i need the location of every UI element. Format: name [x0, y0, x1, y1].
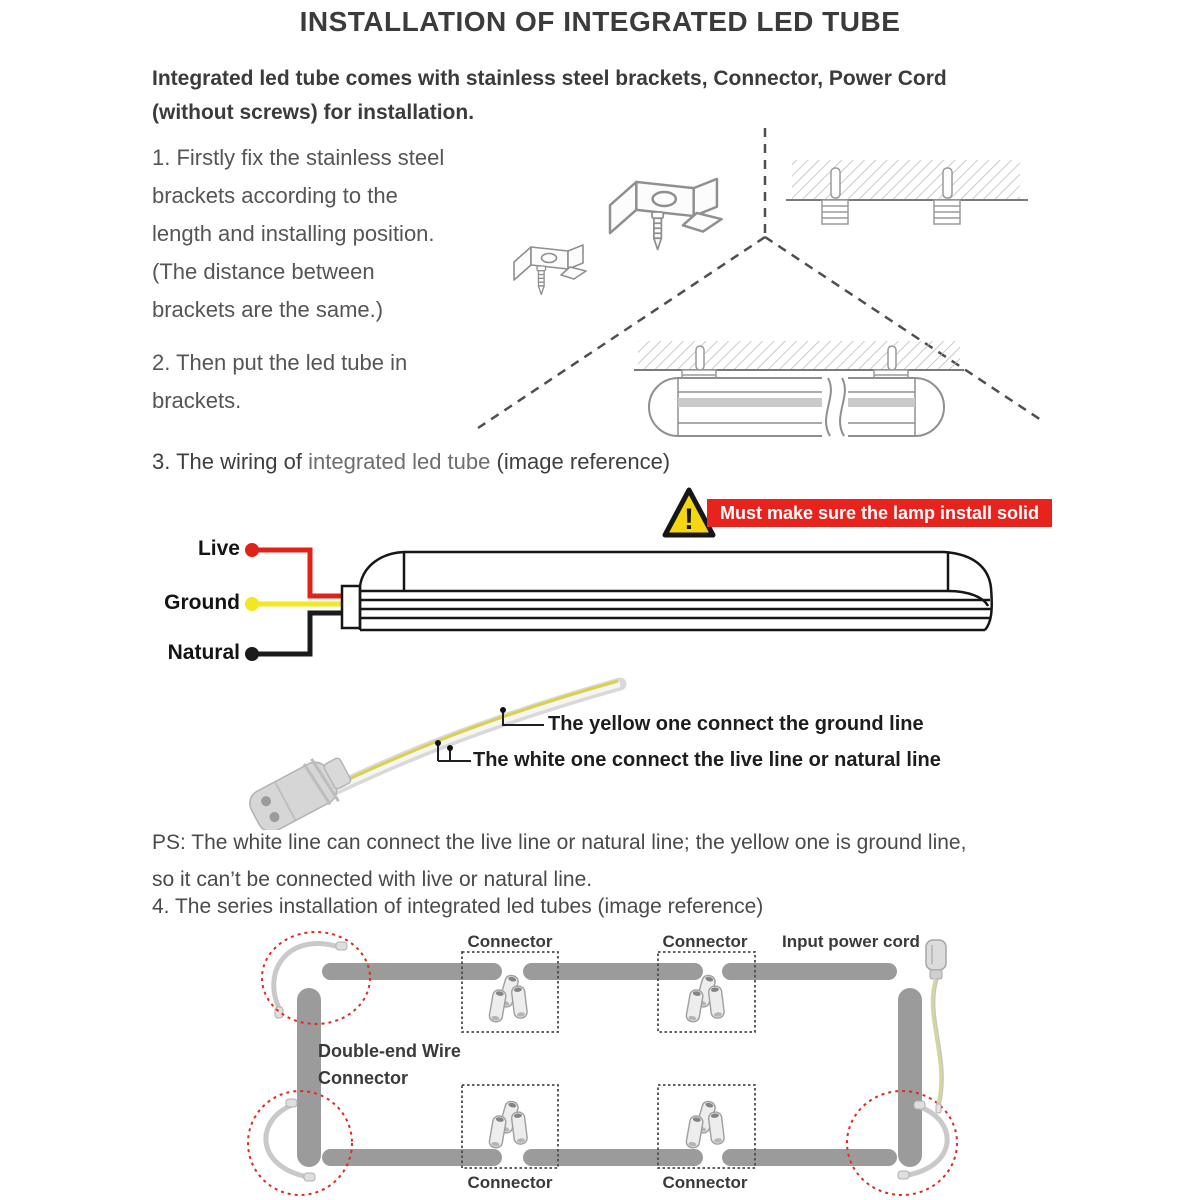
intro-line-1: Integrated led tube comes with stainless steel brackets, Connector, Power Cord: [152, 67, 947, 90]
connector-pins: [488, 1100, 527, 1149]
white-wire-note: The white one connect the live line or natural line: [473, 749, 941, 771]
step-2-line: brackets.: [152, 388, 242, 413]
step-1-line: brackets according to the: [152, 183, 398, 208]
ceiling-section-step1: [786, 160, 1028, 224]
wire-label-natural: Natural: [167, 641, 240, 664]
c7-plug: [244, 747, 358, 830]
bracket-clip-small: [514, 245, 586, 280]
step-1-text: [152, 139, 444, 329]
brackets-installation-illustration: [440, 120, 1080, 445]
step-3-prefix: 3. The wiring of: [152, 449, 309, 474]
yellow-wire-note: The yellow one connect the ground line: [548, 713, 924, 735]
ps-text: [152, 824, 966, 898]
warning-banner: Must make sure the lamp install solid: [707, 499, 1052, 527]
intro-line-2: (without screws) for installation.: [152, 101, 475, 124]
step-3-suffix: (image reference): [490, 449, 671, 474]
input-power-cord-label: Input power cord: [782, 932, 920, 951]
connector-label-bottom-2: Connector: [662, 1173, 748, 1192]
step-2-line: 2. Then put the led tube in: [152, 350, 408, 375]
double-end-wire-label: [318, 1038, 461, 1092]
connector-pins: [488, 974, 527, 1023]
step-1-line: (The distance between: [152, 259, 375, 284]
connector-label-top-1: Connector: [467, 932, 553, 951]
connector-label-top-2: Connector: [662, 932, 748, 951]
double-end-line-2: Connector: [318, 1068, 408, 1088]
page-title: INSTALLATION OF INTEGRATED LED TUBE: [299, 6, 901, 37]
connector-label-bottom-1: Connector: [467, 1173, 553, 1192]
step-4-heading: 4. The series installation of integrated led tubes (image reference): [152, 895, 764, 918]
input-power-cord: [926, 940, 946, 1113]
natural-wire: [258, 613, 342, 654]
connector-pins: [685, 974, 724, 1023]
ps-line: so it can’t be connected with live or natural line.: [152, 868, 593, 891]
screw-large: [652, 212, 663, 250]
mounted-tube-illustration: [634, 341, 964, 438]
ps-line: PS: The white line can connect the live line or natural line; the yellow one is ground line,: [152, 831, 967, 854]
step-3-heading: [152, 449, 670, 475]
step-2-text: [152, 344, 407, 420]
wire-label-live: Live: [197, 537, 240, 560]
svg-text:!: !: [684, 503, 694, 536]
step-1-line: brackets are the same.): [152, 297, 384, 322]
led-tube-outline: [342, 552, 992, 630]
live-wire-dot: [245, 543, 259, 557]
step-1-line: length and installing position.: [152, 221, 435, 246]
step-3-highlight: integrated led tube: [308, 449, 491, 474]
bracket-clip-large: [610, 179, 722, 233]
step-1-line: 1. Firstly fix the stainless steel: [152, 145, 445, 170]
double-end-line-1: Double-end Wire: [318, 1041, 461, 1061]
connector-pins: [685, 1100, 724, 1149]
natural-wire-dot: [245, 647, 259, 661]
wiring-diagram: [150, 530, 1060, 670]
wire-label-ground: Ground: [164, 591, 240, 614]
ground-wire-dot: [245, 597, 259, 611]
screw-small: [537, 266, 546, 295]
live-wire: [258, 550, 342, 596]
